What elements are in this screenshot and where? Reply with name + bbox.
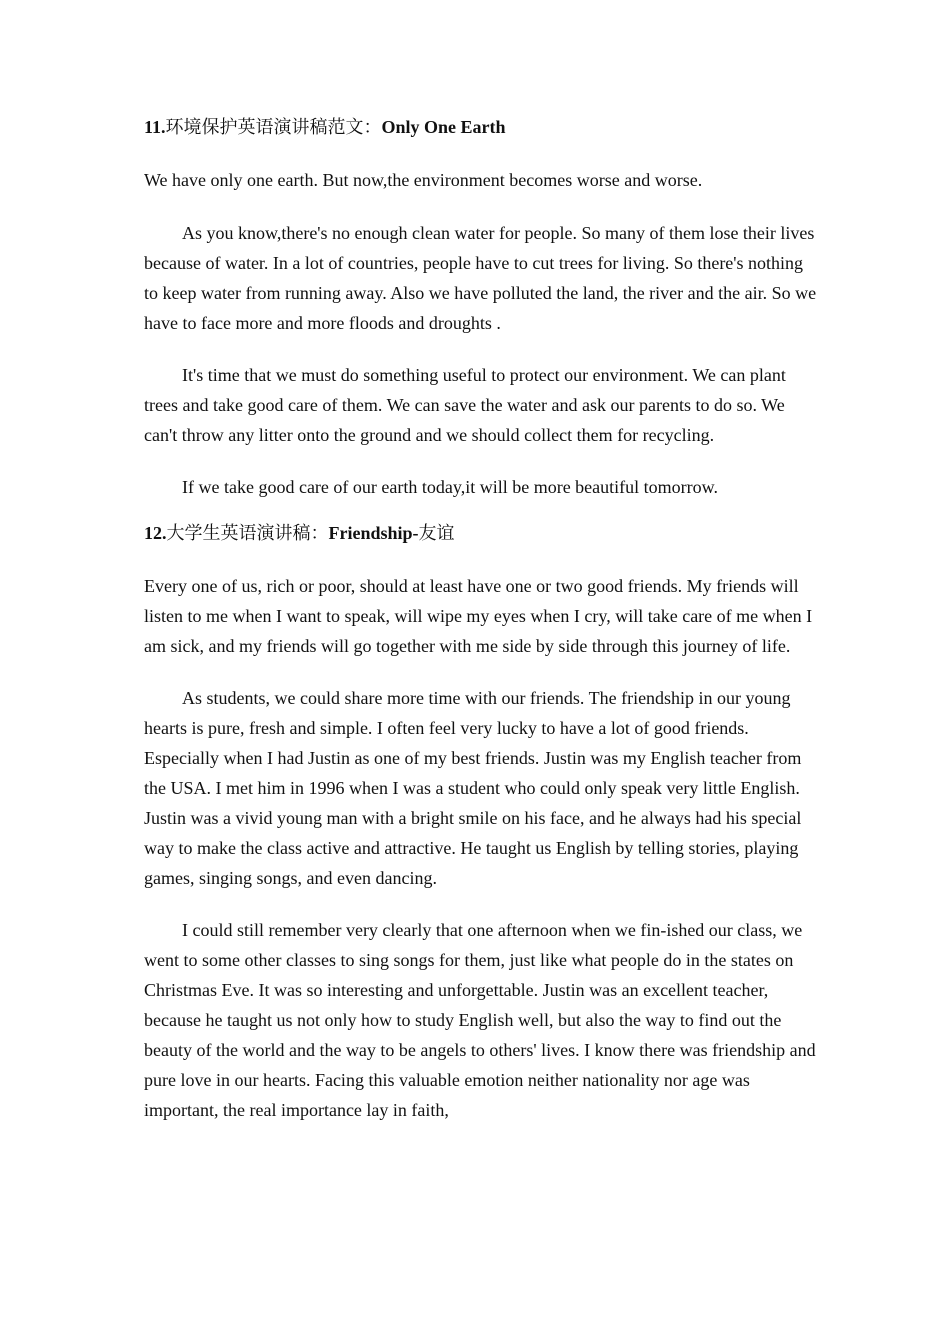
- document-body: [144, 112, 820, 1125]
- section-11-heading: [144, 112, 820, 142]
- paragraph: As you know,there's no enough clean water for people. So many of them lose their lives because of water. In a lot of countries, people have to cut trees for living. So there's nothing to keep water from running away. Also we have polluted the land, the river and the air. So we have to face more and more floods and droughts .: [144, 223, 817, 333]
- paragraph: If we take good care of our earth today,it will be more beautiful tomorrow.: [182, 477, 718, 497]
- section-title-chinese-suffix: 友谊: [418, 523, 455, 543]
- paragraph: It's time that we must do something useful to protect our environment. We can plant trees and take good care of them. We can save the water and ask our parents to do so. We can't throw any litter onto the ground and we should collect them for recycling.: [144, 365, 786, 445]
- paragraph: We have only one earth. But now,the environment becomes worse and worse.: [144, 170, 703, 190]
- section-number: 11.: [144, 117, 166, 137]
- section-number: 12.: [144, 523, 167, 543]
- section-title-chinese: 环境保护英语演讲稿范文：: [165, 117, 382, 137]
- paragraph: As students, we could share more time with our friends. The friendship in our young hearts is pure, fresh and simple. I often feel very lucky to have a lot of good friends. Especially when I had Justin as one of my best friends. Justin was my English teacher from the USA. I met him in 1996 when I was a student who could only speak very little English. Justin was a vivid young man with a bright smile on his face, and he always had his special way to make the class active and attractive. He taught us English by telling stories, playing games, singing songs, and even dancing.: [144, 688, 802, 888]
- section-title-chinese: 大学生英语演讲稿：: [166, 523, 329, 543]
- section-title-english: Friendship-: [328, 523, 419, 543]
- paragraph: I could still remember very clearly that one afternoon when we fin-ished our class, we went to some other classes to sing songs for them, just like what people do in the states on Christmas Eve. It was so interesting and unforgettable. Justin was an excellent teacher, because he taught us not only how to study English well, but also the way to find out the beauty of the world and the way to be angels to others' lives. I know there was friendship and pure love in our hearts. Facing this valuable emotion neither nationality nor age was important, the real importance lay in faith,: [144, 920, 816, 1120]
- paragraph: Every one of us, rich or poor, should at least have one or two good friends. My friends will listen to me when I want to speak, will wipe my eyes when I cry, will take care of me when I am sick, and my friends will go together with me side by side through this journey of life.: [144, 576, 813, 656]
- section-12-heading: [144, 518, 820, 548]
- section-title-english: Only One Earth: [381, 117, 506, 137]
